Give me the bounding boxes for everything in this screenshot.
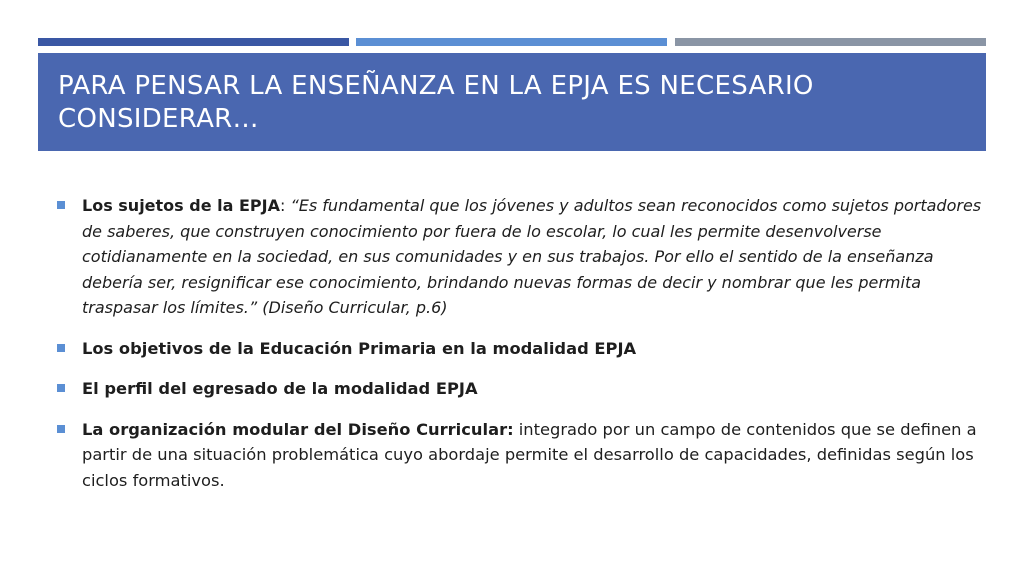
bullet-heading: Los sujetos de la EPJA	[82, 196, 280, 215]
bullet-heading: Los objetivos de la Educación Primaria en la modalidad EPJA	[82, 338, 637, 358]
bullet-item-perfil	[57, 376, 987, 402]
slide-title: PARA PENSAR LA ENSEÑANZA EN LA EPJA ES NECESARIO CONSIDERAR…	[58, 71, 814, 134]
bullet-item-organizacion	[57, 417, 987, 494]
title-banner	[38, 53, 986, 151]
accent-bar-gray	[675, 38, 986, 46]
square-bullet-icon	[57, 384, 65, 392]
bullet-item-sujetos	[57, 193, 987, 321]
square-bullet-icon	[57, 201, 65, 209]
accent-bar-dark	[38, 38, 349, 46]
square-bullet-icon	[57, 344, 65, 352]
bullet-heading: La organización modular del Diseño Curricular:	[82, 419, 514, 439]
bullet-heading: El perfil del egresado de la modalidad EPJA	[82, 379, 478, 398]
accent-bar-light	[356, 38, 667, 46]
bullet-list	[57, 193, 987, 508]
square-bullet-icon	[57, 425, 65, 433]
bullet-item-objetivos	[57, 336, 987, 362]
bullet-quote: “Es fundamental que los jóvenes y adultos sean reconocidos como sujetos portadores de saberes, que construyen conocimiento por fuera de lo escolar, lo cual les permite desenvolverse cotidianamente en la sociedad, en sus comunidades y en sus trabajos. Por ello el sentido de la enseñanza debería ser, resignificar ese conocimiento, brindando nuevas formas de decir y nombrar que les permita traspasar los límites.” (Diseño Curricular, p.6)	[82, 196, 982, 317]
bullet-body: integrado por un campo de contenidos que se definen a partir de una situación problemática cuyo abordaje permite el desarrollo de capacidades, definidas según los ciclos formativos.	[82, 419, 977, 490]
bullet-separator: :	[279, 196, 291, 215]
